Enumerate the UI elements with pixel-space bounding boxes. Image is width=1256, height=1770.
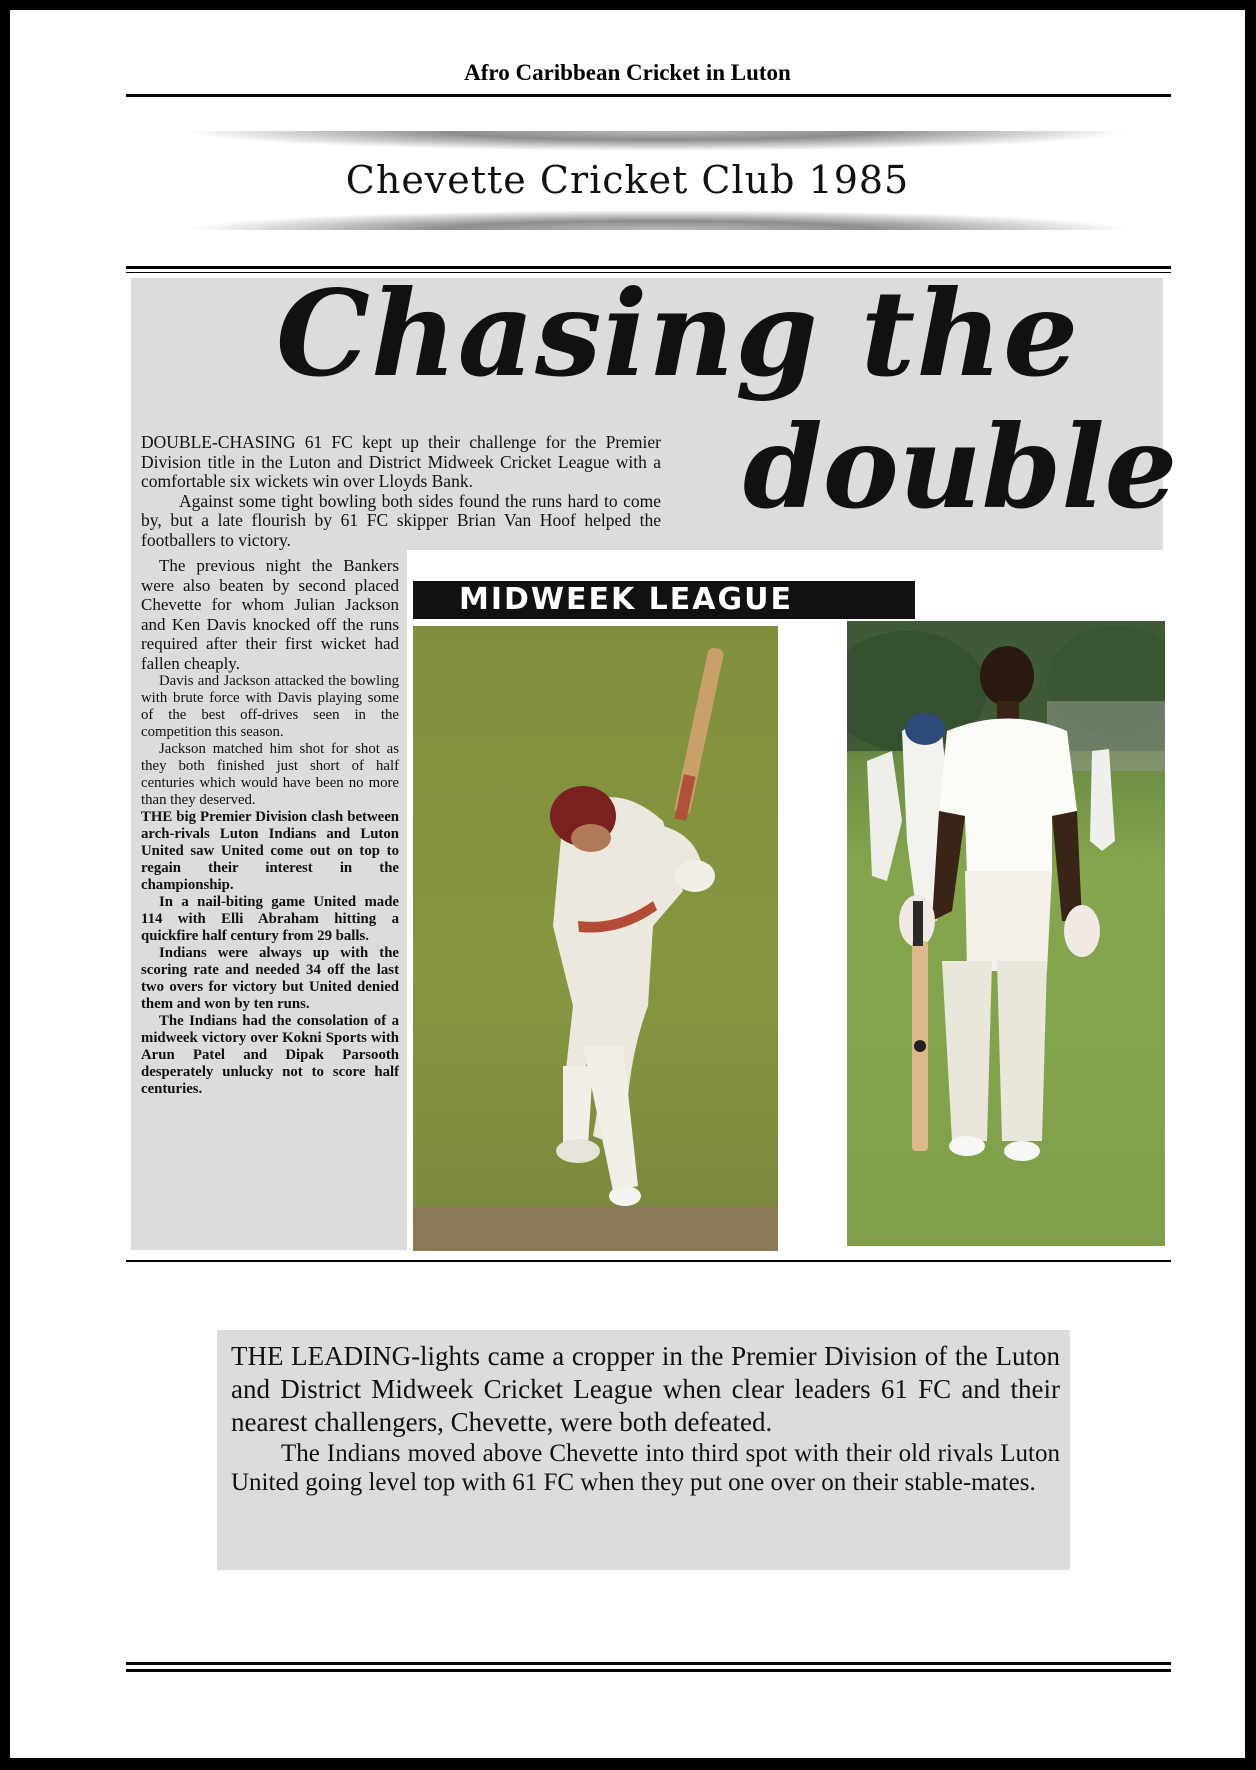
intro-paragraph: Against some tight bowling both sides found the runs hard to come by, but a late flourish by 61 FC skipper Brian Van Hoof helped the footballers to victory. [141, 490, 661, 550]
header-rule [126, 94, 1171, 97]
section-rule-bottom [126, 1260, 1171, 1262]
clip-paragraph: THE LEADING-lights came a cropper in the Premier Division of the Luton and District Midweek Cricket League when clear leaders 61 FC and their nearest challengers, Chevette, were both defeated. [231, 1341, 1060, 1437]
second-clipping [217, 1330, 1070, 1570]
headline-line-2: double [743, 400, 1178, 534]
footer-rule-1 [126, 1662, 1171, 1665]
footer-rule-2 [126, 1669, 1171, 1672]
article-column [131, 550, 407, 1250]
club-title: Chevette Cricket Club 1985 [345, 158, 910, 202]
column-paragraph: Davis and Jackson attacked the bowling with brute force with Davis playing some of the best off-drives seen in the competition this season. [141, 673, 399, 740]
column-paragraph: The Indians had the consolation of a midweek victory over Kokni Sports with Arun Patel and Dipak Parsooth desperately unlucky not to score half centuries. [141, 1013, 399, 1097]
column-paragraph: Indians were always up with the scoring rate and needed 34 off the last two overs for victory but United denied them and won by ten runs. [141, 945, 399, 1012]
column-paragraph: In a nail-biting game United made 114 with Elli Abraham hitting a quickfire half century from 29 balls. [141, 894, 399, 944]
title-band-top [187, 131, 1130, 151]
article-clipping [131, 264, 1178, 550]
clip-paragraph: The Indians moved above Chevette into third spot with their old rivals Luton United going level top with 61 FC when they put one over on their stable-mates. [231, 1440, 1060, 1496]
article-intro [141, 433, 661, 550]
column-paragraph: THE big Premier Division clash between arch-rivals Luton Indians and Luton United saw United come out on top to regain their interest in the championship. [141, 809, 399, 893]
column-paragraph: Jackson matched him shot for shot as they both finished just short of half centuries which would have been no more than they deserved. [141, 741, 399, 808]
header-title: Afro Caribbean Cricket in Luton [464, 60, 791, 85]
batsman-walking-photo [847, 621, 1165, 1246]
column-paragraph: The previous night the Bankers were also beaten by second placed Chevette for whom Julian Jackson and Ken Davis knocked off the runs required after their first wicket had fallen cheaply. [141, 556, 399, 673]
batsman-shot-photo [413, 626, 778, 1251]
intro-paragraph: DOUBLE-CHASING 61 FC kept up their challenge for the Premier Division title in the Luton and District Midweek Cricket League with a comfortable six wickets win over Lloyds Bank. [141, 432, 661, 491]
page [10, 10, 1245, 1758]
section-banner: MIDWEEK LEAGUE [413, 581, 915, 619]
title-band-bottom [187, 210, 1130, 230]
headline-line-1: Chasing the [276, 264, 1080, 403]
